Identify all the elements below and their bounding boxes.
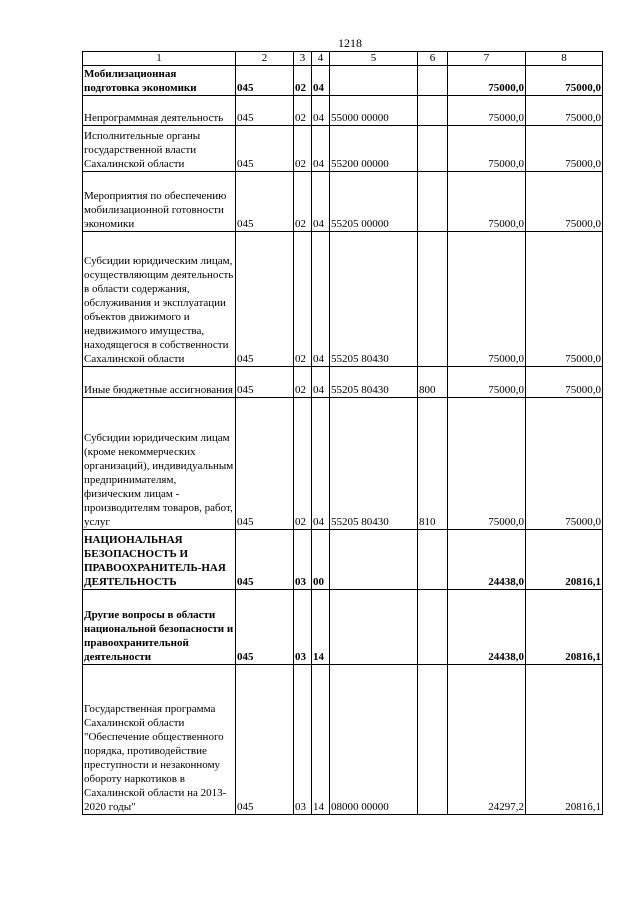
column-header: 8 <box>526 52 603 66</box>
cell-amount-8: 75000,0 <box>526 96 603 126</box>
table-header-row <box>83 52 603 66</box>
cell-expense-type <box>418 590 448 665</box>
cell-amount-8: 20816,1 <box>526 665 603 815</box>
cell-section: 03 <box>294 530 312 590</box>
cell-amount-7: 24438,0 <box>448 530 526 590</box>
cell-ministry: 045 <box>236 367 294 398</box>
cell-amount-8: 75000,0 <box>526 172 603 232</box>
cell-section: 02 <box>294 126 312 172</box>
cell-target: 55205 00000 <box>330 172 418 232</box>
row-name: НАЦИОНАЛЬНАЯ БЕЗОПАСНОСТЬ И ПРАВООХРАНИТЕЛЬ-НАЯ ДЕЯТЕЛЬНОСТЬ <box>83 530 236 590</box>
column-header: 6 <box>418 52 448 66</box>
row-name: Субсидии юридическим лицам (кроме некоммерческих организаций), индивидуальным предпринимателям, физическим лицам - производителям товаров, работ, услуг <box>83 398 236 530</box>
cell-amount-8: 75000,0 <box>526 66 603 96</box>
column-header: 5 <box>330 52 418 66</box>
column-header: 2 <box>236 52 294 66</box>
cell-expense-type <box>418 665 448 815</box>
cell-section: 02 <box>294 367 312 398</box>
cell-ministry: 045 <box>236 232 294 367</box>
cell-ministry: 045 <box>236 172 294 232</box>
cell-expense-type <box>418 126 448 172</box>
cell-expense-type: 800 <box>418 367 448 398</box>
table-row <box>83 96 603 126</box>
cell-target: 08000 00000 <box>330 665 418 815</box>
cell-amount-8: 20816,1 <box>526 530 603 590</box>
cell-subsection: 04 <box>312 66 330 96</box>
page-number: 1218 <box>338 36 362 50</box>
row-name: Иные бюджетные ассигнования <box>83 367 236 398</box>
cell-amount-7: 75000,0 <box>448 66 526 96</box>
cell-amount-7: 75000,0 <box>448 398 526 530</box>
table-row <box>83 126 603 172</box>
cell-amount-8: 20816,1 <box>526 590 603 665</box>
cell-section: 02 <box>294 66 312 96</box>
cell-section: 03 <box>294 590 312 665</box>
cell-ministry: 045 <box>236 590 294 665</box>
cell-amount-8: 75000,0 <box>526 367 603 398</box>
row-name: Мероприятия по обеспечению мобилизационной готовности экономики <box>83 172 236 232</box>
cell-section: 02 <box>294 398 312 530</box>
column-header: 4 <box>312 52 330 66</box>
cell-subsection: 04 <box>312 126 330 172</box>
cell-target <box>330 66 418 96</box>
row-name: Непрограммная деятельность <box>83 96 236 126</box>
table-row <box>83 66 603 96</box>
cell-ministry: 045 <box>236 665 294 815</box>
cell-subsection: 00 <box>312 530 330 590</box>
cell-section: 02 <box>294 96 312 126</box>
cell-target <box>330 530 418 590</box>
cell-amount-7: 75000,0 <box>448 367 526 398</box>
cell-expense-type <box>418 96 448 126</box>
table-row <box>83 530 603 590</box>
cell-ministry: 045 <box>236 66 294 96</box>
cell-amount-7: 24438,0 <box>448 590 526 665</box>
cell-target: 55205 80430 <box>330 367 418 398</box>
cell-section: 02 <box>294 172 312 232</box>
cell-expense-type <box>418 66 448 96</box>
cell-target: 55205 80430 <box>330 398 418 530</box>
cell-expense-type: 810 <box>418 398 448 530</box>
column-header: 1 <box>83 52 236 66</box>
row-name: Государственная программа Сахалинской области "Обеспечение общественного порядка, противодействие преступности и незаконному обороту наркотиков в Сахалинской области на 2013-2020 годы" <box>83 665 236 815</box>
cell-amount-7: 75000,0 <box>448 126 526 172</box>
cell-ministry: 045 <box>236 96 294 126</box>
cell-target: 55200 00000 <box>330 126 418 172</box>
table-row <box>83 232 603 367</box>
table-row <box>83 172 603 232</box>
cell-amount-7: 24297,2 <box>448 665 526 815</box>
cell-subsection: 04 <box>312 96 330 126</box>
table-row <box>83 590 603 665</box>
cell-ministry: 045 <box>236 398 294 530</box>
cell-section: 03 <box>294 665 312 815</box>
cell-subsection: 04 <box>312 232 330 367</box>
cell-amount-8: 75000,0 <box>526 126 603 172</box>
cell-target <box>330 590 418 665</box>
row-name: Другие вопросы в области национальной безопасности и правоохранительной деятельности <box>83 590 236 665</box>
cell-expense-type <box>418 232 448 367</box>
table-row <box>83 367 603 398</box>
cell-target: 55000 00000 <box>330 96 418 126</box>
column-header: 3 <box>294 52 312 66</box>
row-name: Мобилизационная подготовка экономики <box>83 66 236 96</box>
cell-amount-8: 75000,0 <box>526 232 603 367</box>
cell-ministry: 045 <box>236 530 294 590</box>
budget-table <box>82 51 603 815</box>
cell-amount-8: 75000,0 <box>526 398 603 530</box>
cell-subsection: 14 <box>312 590 330 665</box>
cell-expense-type <box>418 172 448 232</box>
cell-ministry: 045 <box>236 126 294 172</box>
column-header: 7 <box>448 52 526 66</box>
cell-target: 55205 80430 <box>330 232 418 367</box>
cell-amount-7: 75000,0 <box>448 96 526 126</box>
cell-amount-7: 75000,0 <box>448 172 526 232</box>
cell-amount-7: 75000,0 <box>448 232 526 367</box>
cell-subsection: 04 <box>312 367 330 398</box>
row-name: Исполнительные органы государственной власти Сахалинской области <box>83 126 236 172</box>
table-row <box>83 398 603 530</box>
cell-subsection: 04 <box>312 398 330 530</box>
cell-expense-type <box>418 530 448 590</box>
table-row <box>83 665 603 815</box>
cell-subsection: 04 <box>312 172 330 232</box>
cell-section: 02 <box>294 232 312 367</box>
cell-subsection: 14 <box>312 665 330 815</box>
row-name: Субсидии юридическим лицам, осуществляющим деятельность в области содержания, обслуживания и эксплуатации объектов движимого и недвижимого имущества, находящегося в собственности Сахалинской области <box>83 232 236 367</box>
